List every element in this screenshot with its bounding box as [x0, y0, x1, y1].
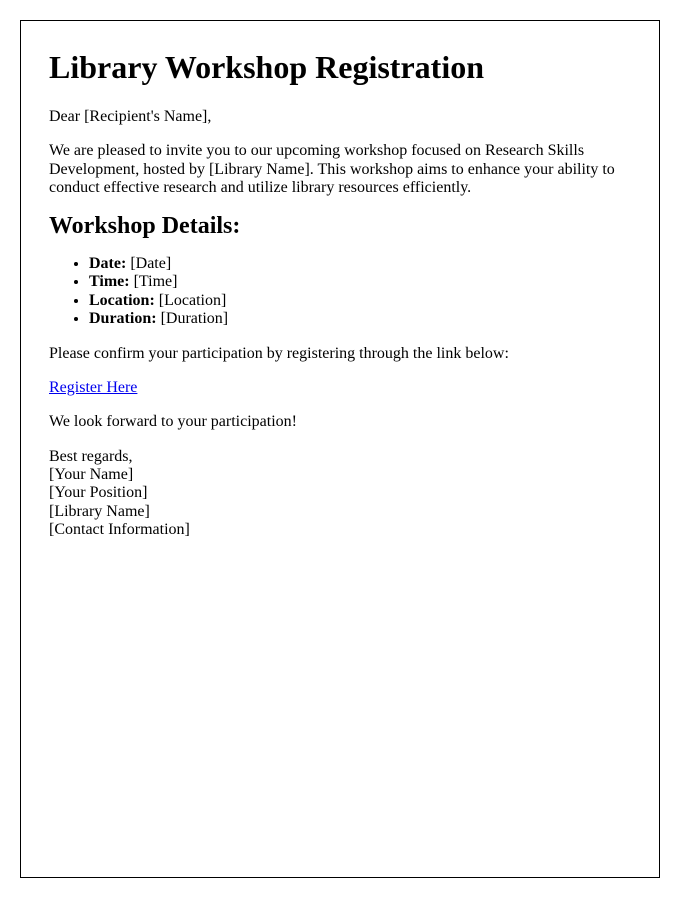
register-link[interactable]: Register Here — [49, 378, 138, 396]
detail-item-duration — [89, 310, 631, 328]
detail-item-time — [89, 273, 631, 291]
signature-name: [Your Name] — [49, 466, 134, 484]
confirm-paragraph: Please confirm your participation by registering through the link below: — [49, 344, 509, 362]
detail-label: Location: — [89, 291, 155, 309]
detail-value: [Duration] — [156, 310, 229, 328]
signoff: Best regards, — [49, 447, 133, 465]
intro-paragraph: We are pleased to invite you to our upcoming workshop focused on Research Skills Development, hosted by [Library Name]. This workshop aims to enhance your ability to conduct effective research and utilize library resources efficiently. — [49, 142, 615, 196]
letter-page — [20, 20, 660, 878]
detail-label: Time: — [89, 273, 130, 291]
closing-paragraph: We look forward to your participation! — [49, 413, 297, 431]
detail-label: Date: — [89, 254, 127, 272]
page-title: Library Workshop Registration — [49, 49, 484, 85]
signature-block — [49, 448, 631, 540]
detail-value: [Location] — [154, 291, 227, 309]
signature-position: [Your Position] — [49, 484, 148, 502]
register-paragraph — [49, 379, 631, 397]
details-list — [49, 255, 631, 329]
detail-label: Duration: — [89, 310, 157, 328]
detail-value: [Time] — [129, 273, 178, 291]
detail-item-location — [89, 292, 631, 310]
detail-value: [Date] — [126, 254, 172, 272]
details-heading: Workshop Details: — [49, 213, 241, 240]
detail-item-date — [89, 255, 631, 273]
greeting: Dear [Recipient's Name], — [49, 107, 212, 125]
signature-library: [Library Name] — [49, 502, 150, 520]
signature-contact: [Contact Information] — [49, 521, 190, 539]
